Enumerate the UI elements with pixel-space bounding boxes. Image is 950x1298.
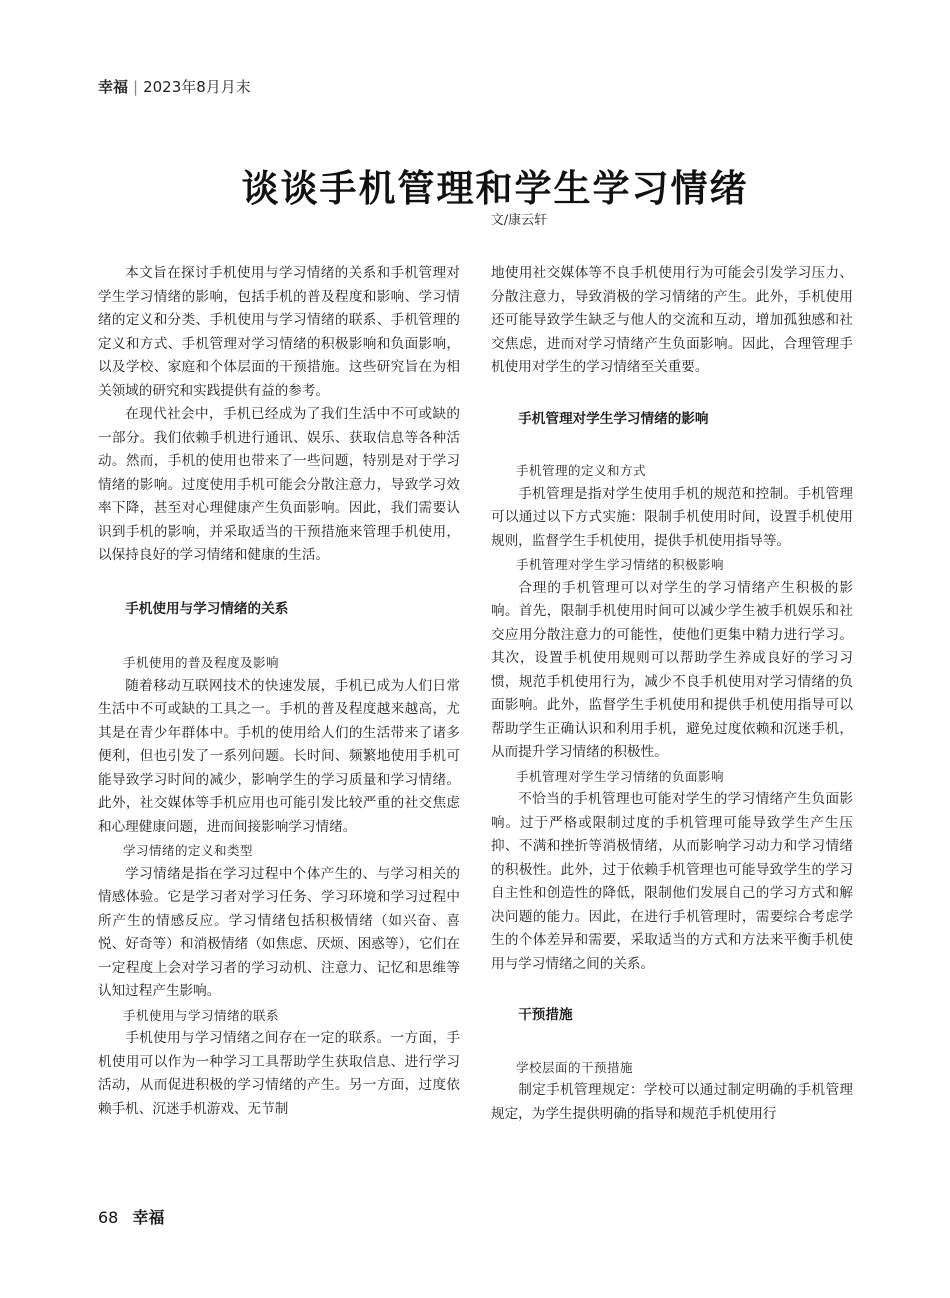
paragraph: 手机使用与学习情绪之间存在一定的联系。一方面，手机使用可以作为一种学习工具帮助学生获取信息、进行学习活动，从而促进积极的学习情绪的产生。另一方面，过度依赖手机、沉迷手机游戏、无节制 [98,1030,460,1117]
subsection-heading: 手机管理的定义和方式 [516,463,647,478]
paragraph: 随着移动互联网技术的快速发展，手机已成为人们日常生活中不可或缺的工具之一。手机的普及程度越来越高，尤其是在青少年群体中。手机的使用给人们的生活带来了诸多便利，但也引发了一系列问题。长时间、频繁地使用手机可能导致学习时间的减少，影响学生的学习质量和学习情绪。此外，社交媒体等手机应用也可能引发比较严重的社交焦虑和心理健康问题，进而间接影响学习情绪。 [98,677,460,835]
section-heading: 干预措施 [518,1007,573,1023]
article-title: 谈谈手机管理和学生学习情绪 [241,167,749,210]
issue-date: 2023年8月月末 [143,78,251,96]
page-number: 68 [98,1208,119,1227]
article-byline: 文/康云轩 [490,213,548,228]
paragraph: 在现代社会中，手机已经成为了我们生活中不可或缺的一部分。我们依赖手机进行通讯、娱乐、获取信息等各种活动。然而，手机的使用也带来了一些问题，特别是对于学习情绪的影响。过度使用手机可能会分散注意力，导致学习效率下降，甚至对心理健康产生负面影响。因此，我们需要认识到手机的影响，并采取适当的干预措施来管理手机使用，以保持良好的学习情绪和健康的生活。 [98,406,460,563]
running-head [98,76,251,97]
subsection-heading: 手机使用的普及程度及影响 [123,655,280,670]
section-heading: 手机使用与学习情绪的关系 [125,600,289,617]
header-separator: | [133,78,139,96]
paragraph: 合理的手机管理可以对学生的学习情绪产生积极的影响。首先，限制手机使用时间可以减少学生被手机娱乐和社交应用分散注意力的可能性，使他们更集中精力进行学习。其次，设置手机使用规则可以帮助学生养成良好的学习习惯，规范手机使用行为，减少不良手机使用对学习情绪的负面影响。此外，监督学生手机使用和提供手机使用指导可以帮助学生正确认识和利用手机，避免过度依赖和沉迷手机，从而提升学习情绪的积极性。 [491,579,853,760]
left-column [98,262,460,1121]
page-footer [98,1205,164,1228]
section-heading: 手机管理对学生学习情绪的影响 [518,410,709,427]
paragraph: 手机管理是指对学生使用手机的规范和控制。手机管理可以通过以下方式实施：限制手机使用时间，设置手机使用规则，监督学生手机使用，提供手机使用指导等。 [491,485,853,549]
right-column [491,262,853,1126]
magazine-name: 幸福 [98,78,129,96]
subsection-heading: 学校层面的干预措施 [516,1059,634,1075]
subsection-heading: 学习情绪的定义和类型 [123,843,254,858]
footer-magazine-name: 幸福 [132,1208,165,1227]
subsection-heading: 手机使用与学习情绪的联系 [123,1007,280,1023]
paragraph: 不恰当的手机管理也可能对学生的学习情绪产生负面影响。过于严格或限制过度的手机管理可能导致学生产生压抑、不满和挫折等消极情绪，从而影响学习动力和学习情绪的积极性。此外，过于依赖手机管理也可能导致学生的学习自主性和创造性的降低，限制他们发展自己的学习方式和解决问题的能力。因此，在进行手机管理时，需要综合考虑学生的个体差异和需要，采取适当的方式和方法来平衡手机使用与学习情绪之间的关系。 [491,791,853,972]
paragraph: 地使用社交媒体等不良手机使用行为可能会引发学习压力、分散注意力，导致消极的学习情绪的产生。此外，手机使用还可能导致学生缺乏与他人的交流和互动，增加孤独感和社交焦虑，进而对学习情绪产生负面影响。因此，合理管理手机使用对学生的学习情绪至关重要。 [491,265,853,375]
paragraph: 本文旨在探讨手机使用与学习情绪的关系和手机管理对学生学习情绪的影响，包括手机的普及程度和影响、学习情绪的定义和分类、手机使用与学习情绪的联系、手机管理的定义和方式、手机管理对学习情绪的积极影响和负面影响，以及学校、家庭和个体层面的干预措施。这些研究旨在为相关领域的研究和实践提供有益的参考。 [98,265,460,399]
subsection-heading: 手机管理对学生学习情绪的积极影响 [516,557,725,572]
paragraph: 学习情绪是指在学习过程中个体产生的、与学习相关的情感体验。它是学习者对学习任务、学习环境和学习过程中所产生的情感反应。学习情绪包括积极情绪（如兴奋、喜悦、好奇等）和消极情绪（如焦虑、厌烦、困惑等），它们在一定程度上会对学习者的学习动机、注意力、记忆和思维等认知过程产生影响。 [98,865,460,999]
subsection-heading: 手机管理对学生学习情绪的负面影响 [516,768,725,784]
paragraph: 制定手机管理规定：学校可以通过制定明确的手机管理规定，为学生提供明确的指导和规范手机使用行 [491,1082,853,1122]
